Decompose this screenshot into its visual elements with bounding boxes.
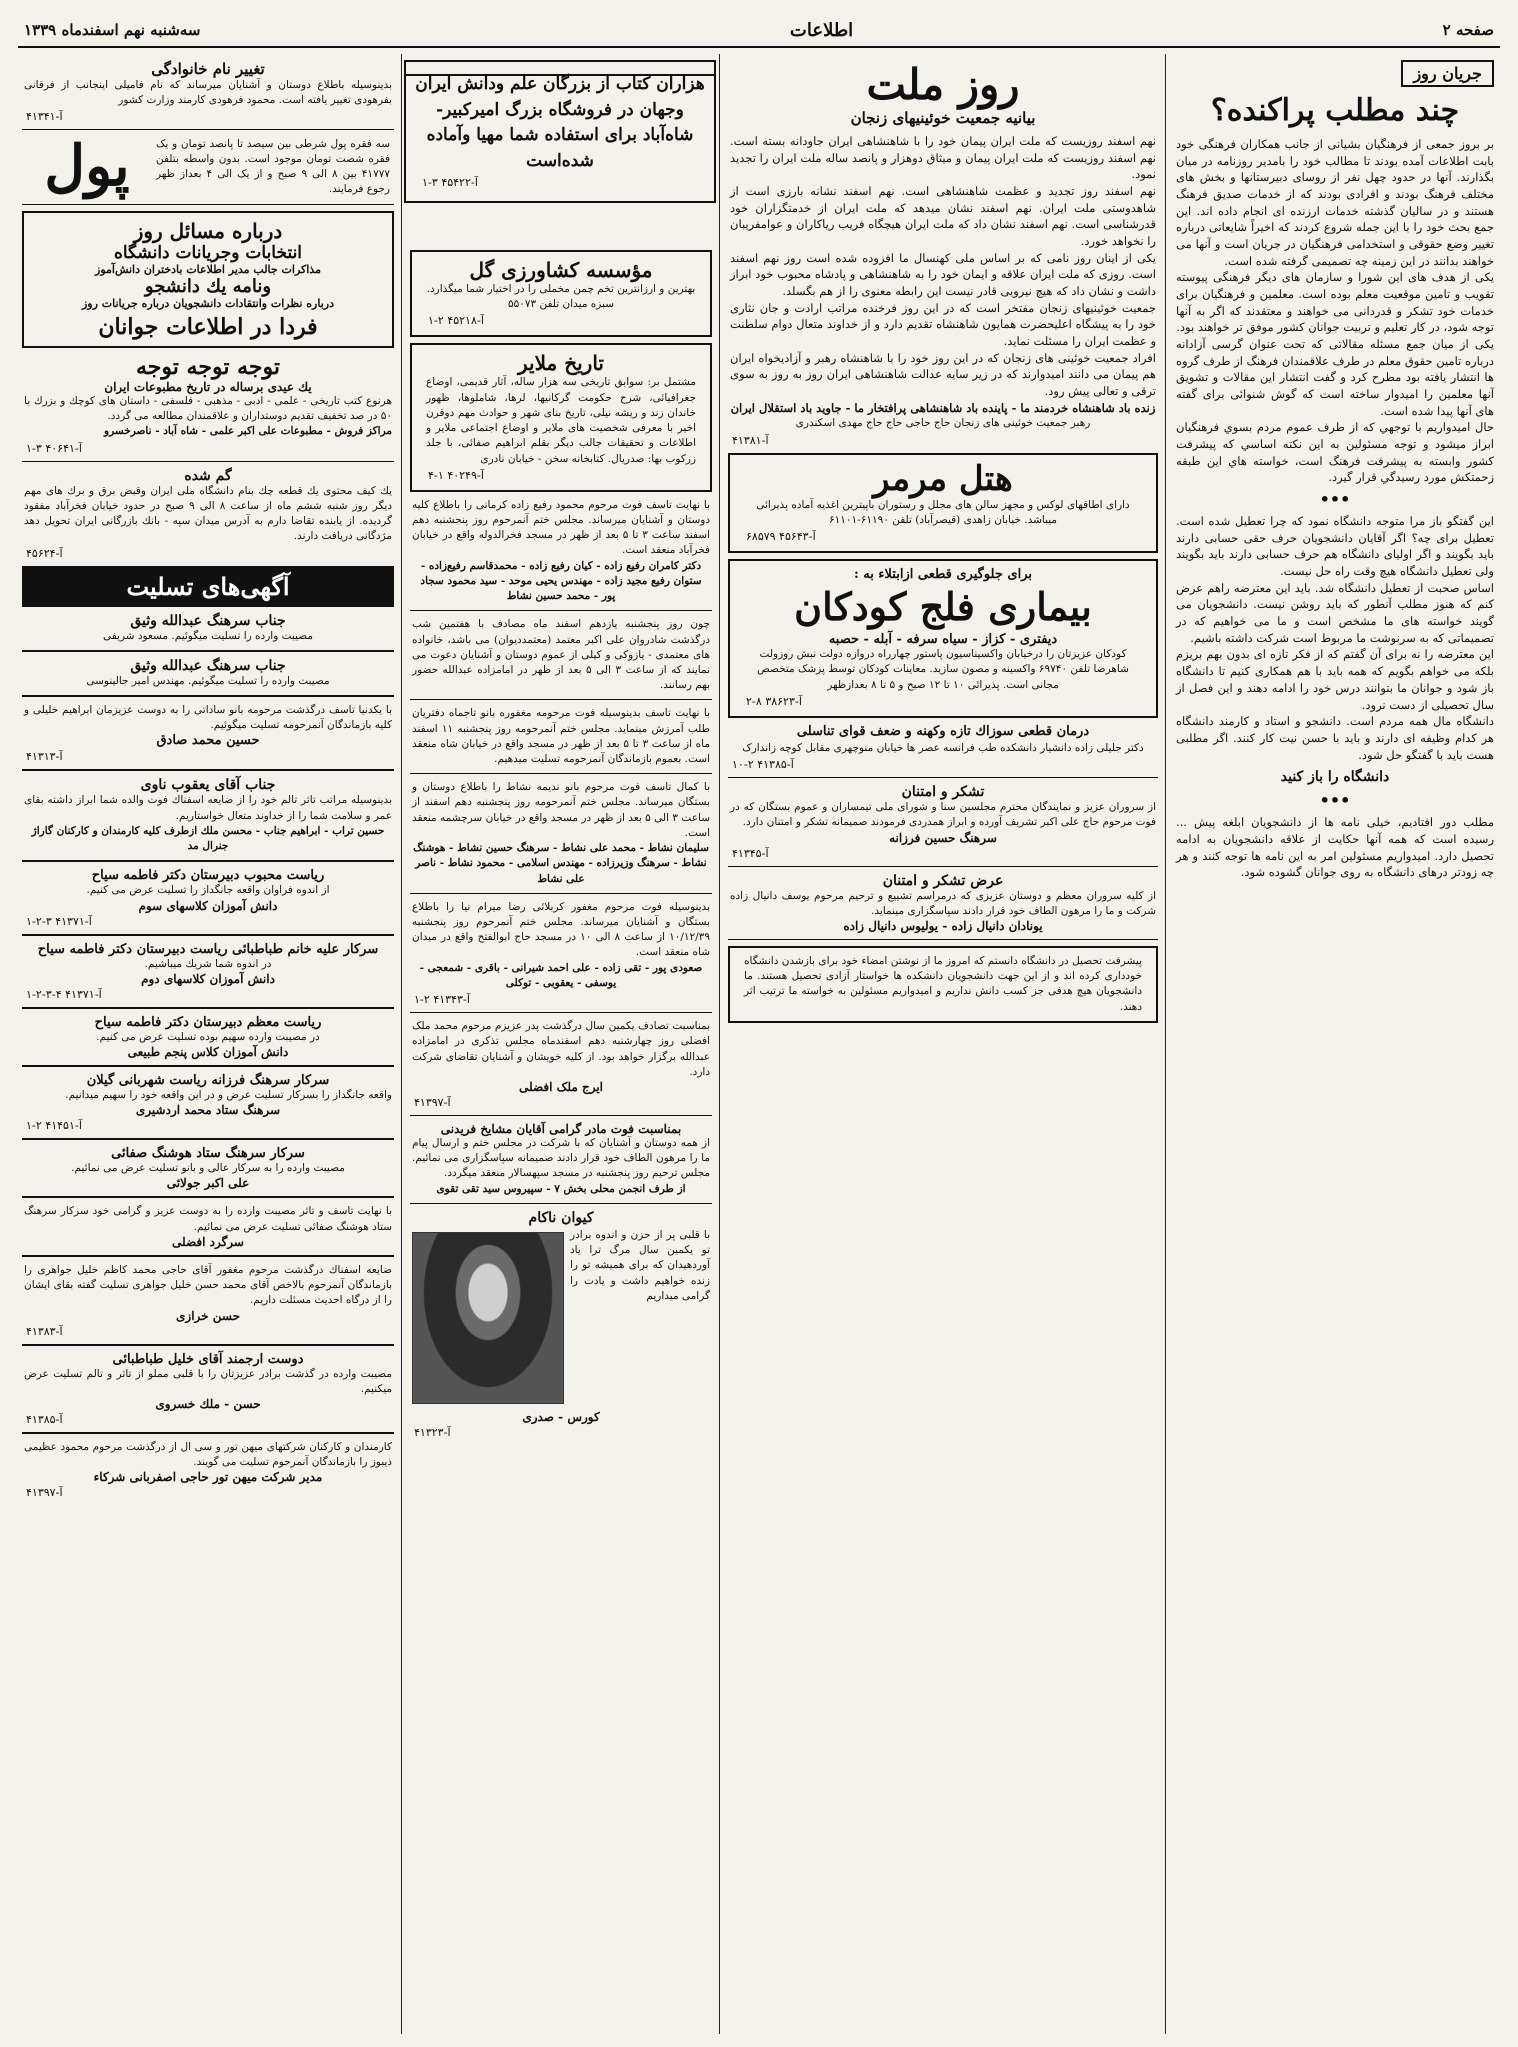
condolence-body: مصیبت وارده را تسلیت میگوئیم. مسعود شریفی	[102, 629, 314, 642]
condolence-signature: حسین محمد صادق	[156, 733, 260, 749]
condolence	[18, 1015, 398, 1059]
ad-code: آ-۴۱۳۹۷	[414, 1095, 451, 1109]
condolence-signature: سرهنگ ستاد محمد اردشیری	[135, 1103, 281, 1118]
hotel-ad	[728, 453, 1158, 554]
editorial-paragraph: حال اميدواريم با توجهي كه از طرف عموم مردم بسوي فرهنگيان ابراز ميشود و توجه مسئولين به اين نكته اساسي كه پيشرفت كشور وابسته به پيشرفت فرهنگ است، خواسته هاي اين طبقه زحمتكش مورد رسيدگي قرار گيرد.	[1176, 420, 1494, 485]
thanks-body: از سروران عزیز و نمایندگان محترم مجلسین سنا و شورای ملی تیمساران و عموم بستگان که در فوت مرحوم حاج علی اکبر تشریف آورده و ابراز همدردی فرمودند صمیمانه تشکر و امتنان دارد.	[730, 801, 1156, 829]
malayer-body: مشتمل بر: سوابق تاریخی سه هزار ساله، آثار قدیمی، اوضاع جغرافیائی، شرح حکومت گرکانیها، لرها، شاملوها، ظهور خاندان زند و ریشه نیلی، تاریخ بنای شهر و حوادث مهم دوقرن اخیر با معرفی شخصیت های ملایر و اوضاع اجتماعی ملایر و اطلاعات و تحقیقات جالب دیگر بقلم ابراهیم صفائی، با جلد زرکوب بها: صدریال. کتابخانه سخن - خیابان نادری	[426, 376, 696, 465]
ad-code: آ-۴۰۲۴۹ ۱-۴	[428, 468, 484, 482]
flower-body: بهترین و ارزانترین تخم چمن مخملی را در اختیار شما میگذارد. سبزه میدان تلفن ۵۵۰۷۳	[426, 283, 696, 311]
ad-code: آ-۴۱۴۵۱ ۲-۱	[26, 1119, 82, 1133]
condolence	[18, 868, 398, 927]
condolence-body: در اندوه شما شریك میباشیم.	[144, 957, 272, 970]
editorial-paragraph: این معترضه را نه برای آن گفتم که از فکر تازه ای بدون بهم بریزم بلکه می خواهم بگویم که همه باید با هم همکاری کنیم تا دانشگاه باز شود و جوانان ما بتوانند درس خود را ادامه دهند و این فصل از سال تحصیلی از دست نرود.	[1176, 647, 1494, 712]
student-letter	[728, 946, 1158, 1023]
condolence-body: مصیبت وارده در گذشت برادر عزیزتان را با قلبی مملو از تاثر و تالم تسلیت عرض میکنیم.	[24, 1367, 392, 1395]
obituary-signature: صعودی پور - تقی زاده - علی احمد شیرانی - باقری - شمعجی - یوسفی - یعقوبی - توکلی	[419, 961, 703, 989]
youth-line: درباره نظرات وانتقادات دانشجویان درباره جریانات روز	[81, 297, 334, 311]
condolence-recipient: سرکار علیه خانم طباطبائی ریاست دبیرستان دکتر فاطمه سیاح	[37, 941, 379, 957]
condolence-signature: دانش آموزان کلاس پنجم طبیعی	[127, 1044, 289, 1059]
youth-line: مذاکرات جالب مدیر اطلاعات بادختران دانش‌آموز	[95, 263, 321, 277]
ad-code: آ-۴۱۳۸۵	[26, 1412, 63, 1426]
editorial-title: چند مطلب پراکنده؟	[1210, 93, 1460, 128]
condolence-recipient: سرکار سرهنگ ستاد هوشنگ صفائی	[111, 1146, 305, 1162]
condolence-recipient: جناب آقای یعقوب ناوی	[140, 777, 276, 794]
ad-code: آ-۳۸۶۲۳ ۸-۲	[746, 694, 802, 708]
attention-body: هرنوع کتب تاریخی - علمی - ادبی - مذهبی - فلسفی - داستان های کوچك و بزرك با ۵۰ در صد تخفیف تقدیم دوستداران و علاقمندان مطالعه می گردد.	[24, 395, 392, 423]
malayer-title: تاریخ ملایر	[517, 351, 604, 376]
polio-title: بیماری فلج کودکان	[794, 584, 1092, 630]
condolence-recipient: سرکار سرهنگ فرزانه ریاست شهربانی گیلان	[86, 1072, 330, 1088]
editorial-paragraph: مطلب دور افتادیم، خیلی نامه ها از دانشجویان ابلغه پیش ... رسیده است که همه آنها حکایت از علاقه دانشجویان به ادامه تحصیل دارد. امیدواریم مسئولین امر به این نامه ها توجه کنند و هر چه زودتر درهای دانشگاه به روی جوانان گشوده شود.	[1176, 815, 1494, 880]
memorial-body: با قلبی پر از حزن و اندوه برادر تو یکمین سال مرگ ترا یاد آوردهیدان که برای همیشه تو را زنده خواهیم داشت و یادت را گرامی میداریم	[570, 1228, 710, 1302]
national-day-title: روز ملت	[866, 60, 1020, 109]
youth-heading: درباره مسائل روز	[133, 219, 283, 244]
condolence-signature: سرگرد افضلی	[172, 1234, 244, 1249]
obituary-title: بمناسبت فوت مادر گرامی آقایان مشایخ فریدنی	[440, 1121, 682, 1136]
condolence	[18, 1204, 398, 1248]
ad-code: آ-۴۵۴۲۲ ۳-۱	[422, 176, 478, 189]
lost-title: گم شده	[184, 467, 232, 484]
name-change-title: تغییر نام خانوادگی	[151, 60, 265, 78]
condolence-body: بدینوسیله مراتب تاثر تالم خود را از ضایعه اسفناك فوت والده شما ابراز داشته بقای عمر و سلامت شما را از خداوند متعال خواستاریم.	[24, 794, 392, 822]
condolence	[18, 1440, 398, 1499]
paper-name: اطلاعات	[789, 19, 854, 41]
thanks-signature: سرهنگ حسین فرزانه	[889, 830, 997, 845]
memorial-title: کیوان ناکام	[528, 1209, 594, 1226]
gratitude-signature: یونادان دانیال زاده - یولیوس دانیال زاده	[843, 919, 1043, 934]
malayer-book-ad	[410, 343, 712, 491]
condolence-signature: دانش آموزان کلاسهای سوم	[138, 898, 278, 913]
condolence	[18, 703, 398, 763]
obituary: از همه دوستان و آشنایان که با شرکت در مجلس ختم و ارسال پیام ما را مرهون الطاف خود قرار دادند صمیمانه سپاسگزاری می نمائیم. مجلس ترحیم روز پنجشنبه در مسجد سپهسالار منعقد میگردد.	[412, 1136, 710, 1180]
editorial-subhead: دانشگاه را باز کنید	[1280, 769, 1390, 786]
money-ad-title: پول	[44, 133, 130, 200]
statement-paragraph: یکی از اینان روز نامی که بر اساس ملی کهنسال ما افزوده شده است روز نهم اسفند است. روزی که ملت ایران علاقه و ایمان خود را به شاهنشاهی و پادشاه محبوب خود ابراز داشت و نشان داد که هیچ نیرویی قادر نیست این رابطه معنوی را از هم بگسلد.	[730, 250, 1156, 299]
condolences-banner: آگهی‌های تسلیت	[22, 566, 394, 607]
column-rule	[1165, 54, 1166, 2034]
ad-code: آ-۴۰۶۴۱ ۳-۱	[26, 441, 82, 455]
statement-paragraph: جمعیت خوئینیهای زنجان مفتخر است که در این روز فرخنده مراتب ارادت و جان نثاری خود را به پیشگاه اعلیحضرت همایون شاهنشاه تقدیم دارد و از خداوند متعال دوام سلطنت و عظمت ایران را مسئلت نماید.	[730, 300, 1156, 349]
column-rule	[401, 54, 402, 2034]
ad-code: آ-۴۱۳۸۳	[26, 1324, 63, 1338]
obituary-signature: ایرج ملک افضلی	[519, 1079, 603, 1094]
condolence	[18, 1352, 398, 1426]
condolence-body: با نهایت تاسف و تاثر مصیبت وارده را به دوست عزیز و گرامی خود سرکار سرهنگ ستاد هوشنگ صفائی تسلیت عرض می نمائیم.	[24, 1205, 392, 1233]
polio-body: کودکان عزیزتان را درخیابان واکسیناسیون پاستور چهارراه دروازه دولت نبش روزولت شاهرضا تلفن ۶۹۷۴۰ واکسینه و مصون سازید. معاینات کودکان توسط پزشک متخصص مجانی است. پذیرائی ۱۰ تا ۱۲ صبح و ۵ تا ۸ بعدازظهر	[757, 648, 1129, 691]
ad-code: آ-۴۱۳۱۳	[26, 750, 63, 764]
hotel-title: هتل مرمر	[873, 458, 1013, 499]
condolence-recipient: دوست ارجمند آقای خلیل طباطبائی	[112, 1351, 304, 1367]
obituary: با نهایت تاسف فوت مرحوم محمود رفیع زاده کرمانی را باطلاع کلیه دوستان و آشنایان میرساند. مجلس ختم آنمرحوم روز پنجشنبه دهم اسفند ساعت ۳ تا ۵ بعد از ظهر در مسجد فخرالدوله واقع در خیابان فخرآباد منعقد است.	[412, 498, 710, 557]
statement-paragraph: نهم اسفند روز تجدید و عظمت شاهنشاهی است. نهم اسفند نشانه بارزی است از شاهدوستی ملت ایران. نهم اسفند نشان میدهد که ملت ایران از خدمتگزاران خود قدرشناسی است. نهم اسفند نشان داد که ملت ایران هیچگاه فریب ریاکاران و عوامفریبان را نخواهد خورد.	[730, 184, 1156, 249]
obituary-signature: دکتر کامران رفیع زاده - کیان رفیع زاده - محمدقاسم رفیع‌زاده - ستوان رفیع مجید زاده - مهندس یحیی موحد - سید محمود سجاد پور - محمد حسین نشاط	[420, 559, 702, 603]
column-editorial: جریان روز چند مطلب پراکنده؟ بر بروز جمعی از فرهنگیان بشیانی از جانب همکاران فرهنگی خود بابت اطلاعات آمده بودند تا مطالب خود را بامدیر روزنامه در میان بگذارند. آنها در حدود چهل نفر از روسای دبیرستانها و بخش های مختلف فرهنگ بودند و افرادی بودند که از خدمات صدیق فرهنگ هستند و در سالیان گذشته خدمات ارزنده ای انجام داده اند. این جمع بحث خود را با این جمله شروع کردند که اخیراً شایعاتی درباره تغییر وضع حقوقی و استخدامی فرهنگیان در جریان است و آنها می خواهند بدانند در این زمینه چه تصمیمی گرفته شده است. یکی از هدف های این شورا و سازمان های دیگر فرهنگی پیوسته تقویب و تامین موقعیت معلم بوده است. معلمین و فرهنگیان برای خدمات خود تشکر و قدردانی می خواهند و معتقدند که اگر به آنها توجه شود، در کار تعلیم و تربیت جوانان کشور موفق تر خواهند بود. یکی از میان جمع مسئله مقالاتی که تحت عنوان گرسی آزادانه درباره تامین حقوق معلم در طرف علاقمندان فرهنگ از طرف گروه ها انتشار یافته بود مطرح کرد و گفت انتشار این مقالات و تشویق آنها معلمین را امیدوار ساخته است که گوش شنوائی برای گفته های آنها پیدا شده است. حال اميدواريم با توجهي كه از طرف عموم مردم بسوي فرهنگيان ابراز ميشود و توجه مسئولين به اين نكته اساسي كه پيشرفت كشور وابسته به پيشرفت فرهنگ است، خواسته هاي اين طبقه زحمتكش مورد رسيدگي قرار گيرد. ••• این گفتگو باز مرا متوجه دانشگاه نمود که چرا تعطیل شده است. تعطیل برای چه؟ اگر آقایان دانشجویان حرف حقی حسابی دارند باید بگویند و اگر اولیای دانشگاه هم حرف حسابی دارند باید بگویند ولی تعطیل دانشگاه هیچ وقت راه حل نیست. اساس صحبت از تعطیل دانشگاه شد. باید این معترضه راهم عرض کنم که هنوز مطلب آنطور که باید روشن نیست. دانشجویان می گویند خواسته های ما مشخص است و ما می خواهیم که در تصمیماتی که به سرنوشت ما مربوط است شرکت داشته باشیم. این معترضه را نه برای آن گفتم که از فکر تازه ای بدون بهم بریزم بلکه می خواهم بگویم که همه باید با هم همکاری کنیم تا دانشگاه باز شود و جوانان ما بتوانند درس خود را ادامه دهند و این فصل از سال تحصیلی از دست نرود. دانشگاه مال همه مردم است. دانشجو و استاد و کارمند دانشگاه هر کدام وظیفه ای دارند و باید با حسن نیت کار کنند. اگر مطلبی هست باید با گفتگو حل شود. دانشگاه را باز کنید ••• مطلب دور افتادیم، خیلی نامه ها از دانشجویان ابلغه پیش ... رسیده است که همه آنها حکایت از علاقه دانشجویان به ادامه تحصیل دارد. امیدواریم مسئولین امر به این نامه ها توجه کنند و هر چه زودتر درهای دانشگاه به روی جوانان گشوده شود.	[1170, 54, 1500, 2034]
attention-address: مراکز فروش - مطبوعات علی اکبر علمی - شاه آباد - ناصرخسرو	[104, 425, 392, 438]
ad-code: آ-۴۱۳۲۳	[414, 1425, 451, 1439]
condolence-body: با یکدنیا تاسف درگذشت مرحومه بانو ساداتی را به دوست عزیزمان ابراهیم خلیلی و کلیه بازماندگان آنمرحومه تسلیت میگوئیم.	[24, 704, 392, 732]
condolence	[18, 1073, 398, 1132]
obituary: با کمال تاسف فوت مرحوم بانو ندیمه نشاط را باطلاع دوستان و بستگان میرساند. مجلس ختم آنمرحومه روز پنجشنبه دهم اسفند از ساعت ۳ الی ۵ بعد از ظهر در مسجد واقع در خیابان سرچشمه منعقد است.	[412, 781, 710, 839]
condolence-body: مصیبت وارده را تسلیت میگوئیم. مهندس امیر جالینوسی	[86, 674, 330, 687]
remedy-body: دکتر جلیلی زاده دانشیار دانشکده طب فرانسه عصر ها خیابان منوچهری مقابل کوچه زاندارک	[742, 741, 1144, 754]
ad-code: آ-۴۱۳۷۱ ۴-۳-۲-۱	[26, 987, 102, 1001]
masthead	[18, 14, 1500, 48]
ad-code: آ-۴۱۳۸۵ ۲-۱۰	[732, 758, 794, 772]
ad-code: آ-۴۱۳۷۱ ۳-۲-۱	[26, 914, 92, 928]
youth-edition-ad	[22, 211, 394, 348]
condolence-body: واقعه جانگداز را بسرکار تسلیت عرض و در این واقعه خود را سهیم میدانیم.	[65, 1088, 392, 1101]
editorial-paragraph: بر بروز جمعی از فرهنگیان بشیانی از جانب همکاران فرهنگی خود بابت اطلاعات آمده بودند تا مطالب خود را بامدیر روزنامه در میان بگذارند. آنها در حدود چهل نفر از روسای دبیرستانها و بخش های مختلف فرهنگ بودند و افرادی بودند که از خدمات صدیق فرهنگ هستند و در سالیان گذشته خدمات ارزنده ای انجام داده اند. این جمع بحث خود را با این جمله شروع کردند که اخیراً شایعاتی درباره تغییر وضع حقوقی و استخدامی فرهنگیان در جریان است و آنها می خواهند بدانند در این زمینه چه تصمیمی گرفته شده است.	[1176, 137, 1494, 268]
name-change-body: بدینوسیله باطلاع دوستان و آشنایان میرساند که نام فامیلی اینجانب از فرقانی بفرهودی تغییر یافته است. محمود فرهودی کارمند وزارت کشور	[24, 79, 392, 107]
condolence-body: کارمندان و کارکنان شرکتهای میهن تور و سی ال از درگذشت مرحوم محمود عظیمی ذیبوز را بازماندگان آنمرحوم تسلیت می گویند.	[24, 1440, 392, 1469]
lost-body: یك کیف محتوی یك قطعه چك بنام دانشگاه ملی ایران وقبض برق و برك های مهم دیگر روز شنبه ششم ماه از ساعت ۸ الی ۹ صبح در حدود خیابان فخرآباد مفقود گردیده. از یابنده تقاضا دارم به آدرس میدان سپه - بانك بازرگانی ایران تحویل دهد مژدگانی دریافت دارند.	[24, 484, 392, 543]
editorial-paragraph: یکی از هدف های این شورا و سازمان های دیگر فرهنگی پیوسته تقویب و تامین موقعیت معلم بوده است. معلمین و فرهنگیان برای خدمات خود تشکر و قدردانی می خواهند و معتقدند که اگر به آنها توجه شود، در کار تعلیم و تربیت جوانان کشور موفق تر خواهند بود.	[1176, 270, 1494, 335]
newspaper-page	[18, 14, 1500, 2034]
statement-closing: زنده باد شاهنشاه خردمند ما - پاینده باد شاهنشاهی پرافتخار ما - جاوید باد استقلال ایران	[730, 400, 1156, 415]
condolence	[18, 1263, 398, 1338]
obituary: با نهایت تاسف بدینوسیله فوت مرحومه مغفوره بانو تاجماه دفتریان طلب آمرزش مینماید. مجلس ختم آنمرحومه روز پنجشنبه ۱۱ اسفند ماه از ساعت ۳ تا ۵ بعد از ظهر در مسجد واقع در خیابان شاه منعقد است. بعموم بازماندگان آنمرحومه تسلیت میدهیم.	[412, 707, 710, 766]
student-letter-body: پیشرفت تحصیل در دانشگاه دانستم که امروز ما از نوشتن امضاء خود برای بازشدن دانشگاه خودداری کرده اند و از این جهت دانشجویان دانشکده ها خواستار آزادی تحصیل هستند. ما دانشجویان هیچ هدفی جز کسب دانش نداریم و امیدواریم مسئولین به خواسته ما ترتیب اثر دهند.	[744, 955, 1142, 1013]
money-ad-body: سه فقره پول شرطی بین سیصد تا پانصد تومان و یک فقره شصت تومان موجود است. بدون واسطه بتلفن ۴۱۷۷۷ بین ۸ الی ۹ صبح و از یک الی ۴ بعداز ظهر رجوع فرمایند.	[156, 137, 390, 196]
bookstore-title: هزاران کتاب از بزرگان علم ودانش ایران وجهان در فروشگاه بزرگ امیرکبیر- شاه‌آباد برای استفاده شما مهیا وآماده شده‌است	[415, 74, 705, 171]
condolence-signature: حسن خرازی	[176, 1308, 240, 1323]
ad-code: آ-۴۵۲۱۸ ۲-۱	[428, 314, 484, 328]
statement-paragraph: نهم اسفند روزیست که ملت ایران پیمان خود را با شاهنشاهی ایران جاودانه بسته است. نهم اسفند روزیست که ملت ایران پیمان و میثاق دوهزار و پانصد ساله ملت ایران را تجدید نمود.	[730, 134, 1156, 182]
condolence-signature: حسین تراب - ابراهیم جناب - محسن ملك ازطرف کلیه کارمندان و کارکنان گاراژ جنرال مد	[31, 824, 385, 853]
condolence-recipient: جناب سرهنگ عبدالله وثیق	[130, 657, 286, 674]
condolence-signature: علی اکبر جولائی	[166, 1176, 250, 1191]
ad-code: آ-۴۱۳۴۳ ۲-۱	[414, 993, 470, 1007]
editorial-paragraph: اساس صحبت از تعطیل دانشگاه شد. باید این معترضه راهم عرض کنم که هنوز مطلب آنطور که باید روشن نیست. دانشجویان می گویند خواسته های ما مشخص است و ما می خواهیم که در تصمیماتی که به سرنوشت ما مربوط است شرکت داشته باشیم.	[1176, 580, 1494, 645]
condolence	[18, 613, 398, 644]
ad-code: آ-۴۵۶۴۳ ۶۸۵۷۹	[746, 530, 816, 544]
issue-date: سه‌شنبه نهم اسفندماه ۱۳۳۹	[24, 21, 201, 39]
bookstore-ad	[404, 60, 716, 203]
ad-code: آ-۴۱۳۹۷	[26, 1486, 63, 1500]
column-national-day	[724, 54, 1162, 2034]
polio-ad	[728, 559, 1158, 717]
editorial-paragraph: دانشگاه مال همه مردم است. دانشجو و استاد و کارمند دانشگاه هر کدام وظیفه ای دارند و باید با حسن نیت کار کنند. اگر مطلبی هست باید با گفتگو حل شود.	[1176, 714, 1494, 762]
condolence-signature: حسن - ملك خسروی	[155, 1396, 261, 1411]
statement-signature: رهبر جمعیت خوئینی های زنجان حاج حاجی حاج حاج مهدی اسکندری	[795, 417, 1091, 430]
condolence-body: ضایعه اسفناك درگذشت مرحوم مغفور آقای حاجی محمد کاظم خلیل جواهری را بازماندگان آنمرحوم بالاخص آقای محمد حسن خلیل جواهری تسلیت گفته بقای ایشان را از درگاه احدیت مسئلت داریم.	[24, 1263, 392, 1307]
hotel-body: دارای اطاقهای لوکس و مجهز سالن های مجلل و رستوران باپیترین اغذیه آماده پذیرائی میباشد. خیابان زاهدی (قیصرآباد) تلفن ۶۱۱۹۰-۶۱۱۰۱	[756, 499, 1130, 527]
obituary: بدینوسیله فوت مرحوم مغفور کربلائی رضا میرام نیا را باطلاع بستگان و آشنایان میرساند. مجلس ختم آنمرحوم روز پنجشنبه ۱۰/۱۲/۳۹ از ساعت ۸ الی ۱۰ در مسجد حاج ابوالفتح واقع در میدان شاه منعقد است.	[412, 900, 710, 959]
flower-ad	[410, 250, 712, 337]
polio-diseases: دیفتری - کزاز - سیاه سرفه - آبله - حصبه	[828, 632, 1058, 648]
condolence-body: در مصیبت وارده سهیم بوده تسلیت عرض می کنیم.	[96, 1030, 320, 1043]
obituary: چون روز پنجشنبه یازدهم اسفند ماه مصادف با هفتمین شب درگذشت شادروان علی اکبر معتمد (معتمددیوان) می باشد، خانواده های معتمدی - یازوکی و کیلی از عموم دوستان و آشنایان دعوت می نمایند که از ساعت ۳ الی ۵ بعد از ظهر در امامزاده عبدالله حضور بهم رسانند.	[412, 618, 710, 692]
column-ads-obits-body	[406, 244, 716, 2034]
remedy-title: درمان قطعی سوزاك تازه وکهنه و ضعف قوای تناسلی	[796, 723, 1090, 739]
condolence-signature: مدیر شرکت میهن تور حاجی اصفربانی شرکاء	[93, 1470, 323, 1485]
ad-code: آ-۴۵۶۲۴	[26, 546, 63, 560]
editorial-paragraph: این گفتگو باز مرا متوجه دانشگاه نمود که چرا تعطیل شده است. تعطیل برای چه؟ اگر آقایان دانشجویان حرف حقی حسابی دارند باید بگویند و اگر اولیای دانشگاه هم حرف حسابی دارند باید بگویند ولی تعطیل دانشگاه هیچ وقت راه حل نیست.	[1176, 514, 1494, 579]
polio-lead: برای جلوگیری قطعی ازابتلاء به :	[853, 567, 1032, 583]
obituary-signature: سلیمان نشاط - محمد علی نشاط - سرهنگ حسین نشاط - هوشنگ نشاط - سرهنگ وزیرزاده - مهندس اسلامی - محمود نشاط - ناصر علی نشاط	[413, 842, 709, 885]
memorial-portrait	[412, 1232, 564, 1404]
condolence-recipient: ریاست معظم دبیرستان دکتر فاطمه سیاح	[94, 1014, 322, 1030]
thanks-title: تشکر و امتنان	[901, 784, 985, 801]
obituary: بمناسبت تصادف یکمین سال درگذشت پدر عزیزم مرحوم محمد ملک افضلی روز چهارشنبه دهم اسفندماه مجلس تذکری در امامزاده عبدالله برگزار خواهد بود. از کلیه خویشان و آشنایان تقاضای شرکت دارد.	[412, 1020, 710, 1078]
condolence	[18, 777, 398, 854]
obituary-signature: از طرف انجمن محلی بخش ۷ - سپیروس سید تقی تقوی	[436, 1182, 686, 1195]
gratitude-title: عرض تشکر و امتنان	[882, 872, 1004, 889]
gratitude-body: از کلیه سروران معظم و دوستان عزیزی که درمراسم تشییع و ترحیم مرحوم یوسف دانیال زاده شرکت و ما را مرهون الطاف خود قرار دادند سپاسگزاری مینماید.	[730, 889, 1156, 917]
column-rule	[719, 54, 720, 2034]
flower-title: مؤسسه کشاورزی گل	[469, 258, 653, 282]
condolence-signature: دانش آموزان کلاسهای دوم	[141, 971, 275, 986]
youth-line: فردا در اطلاعات جوانان	[98, 314, 318, 341]
money-ad	[22, 133, 394, 200]
youth-line: انتخابات وجریانات دانشگاه	[113, 243, 303, 264]
ad-code: آ-۴۱۳۴۱	[26, 110, 63, 124]
youth-line: ونامه یك دانشجو	[144, 276, 272, 298]
condolence-recipient: جناب سرهنگ عبدالله وثیق	[130, 612, 286, 629]
editorial-paragraph: یکی از میان جمع مسئله مقالاتی که تحت عنوان گرسی آزادانه درباره تامین حقوق معلم در طرف علاقمندان فرهنگ از طرف گروه ها انتشار یافته بود مطرح کرد و گفت انتشار این مقالات و تشویق آنها معلمین را امیدوار ساخته است که گوش شنوائی برای گفته های آنها پیدا شده است.	[1176, 337, 1494, 418]
attention-title: توجه توجه توجه	[136, 354, 280, 381]
condolence-body: مصیبت وارده را به سرکار عالی و بانو تسلیت عرض می نمائیم.	[71, 1162, 345, 1175]
statement-paragraph: افراد جمعیت خوئینی های زنجان که در این روز خود را با شاهنشاه رهبر و آزادیخواه ایران هم پیمان می دانند امیدوارند که در زیر سایه عدالت شاهنشاهی ایران روز به روز به سوی ترقی و تعالی پیش رود.	[730, 350, 1156, 399]
page-number: صفحه ۲	[1442, 21, 1494, 39]
column-classifieds	[18, 54, 398, 2034]
condolence-body: از اندوه فراوان واقعه جانگداز را تسلیت عرض می کنیم.	[86, 884, 330, 897]
condolence	[18, 658, 398, 689]
memorial-signature: کورس - صدری	[522, 1409, 600, 1424]
condolence	[18, 1146, 398, 1190]
column-tag: جریان روز	[1401, 60, 1494, 87]
ad-code: آ-۴۱۳۸۱	[732, 433, 769, 447]
attention-subtitle: یك عیدی برساله در تاریخ مطبوعات ایران	[104, 380, 312, 395]
condolence-recipient: ریاست محبوب دبیرستان دکتر فاطمه سیاح	[91, 868, 325, 884]
ad-code: آ-۴۱۳۴۵	[732, 846, 769, 860]
national-day-subtitle: بیانیه جمعیت خوئینیهای زنجان	[850, 109, 1036, 127]
condolence	[18, 942, 398, 1001]
